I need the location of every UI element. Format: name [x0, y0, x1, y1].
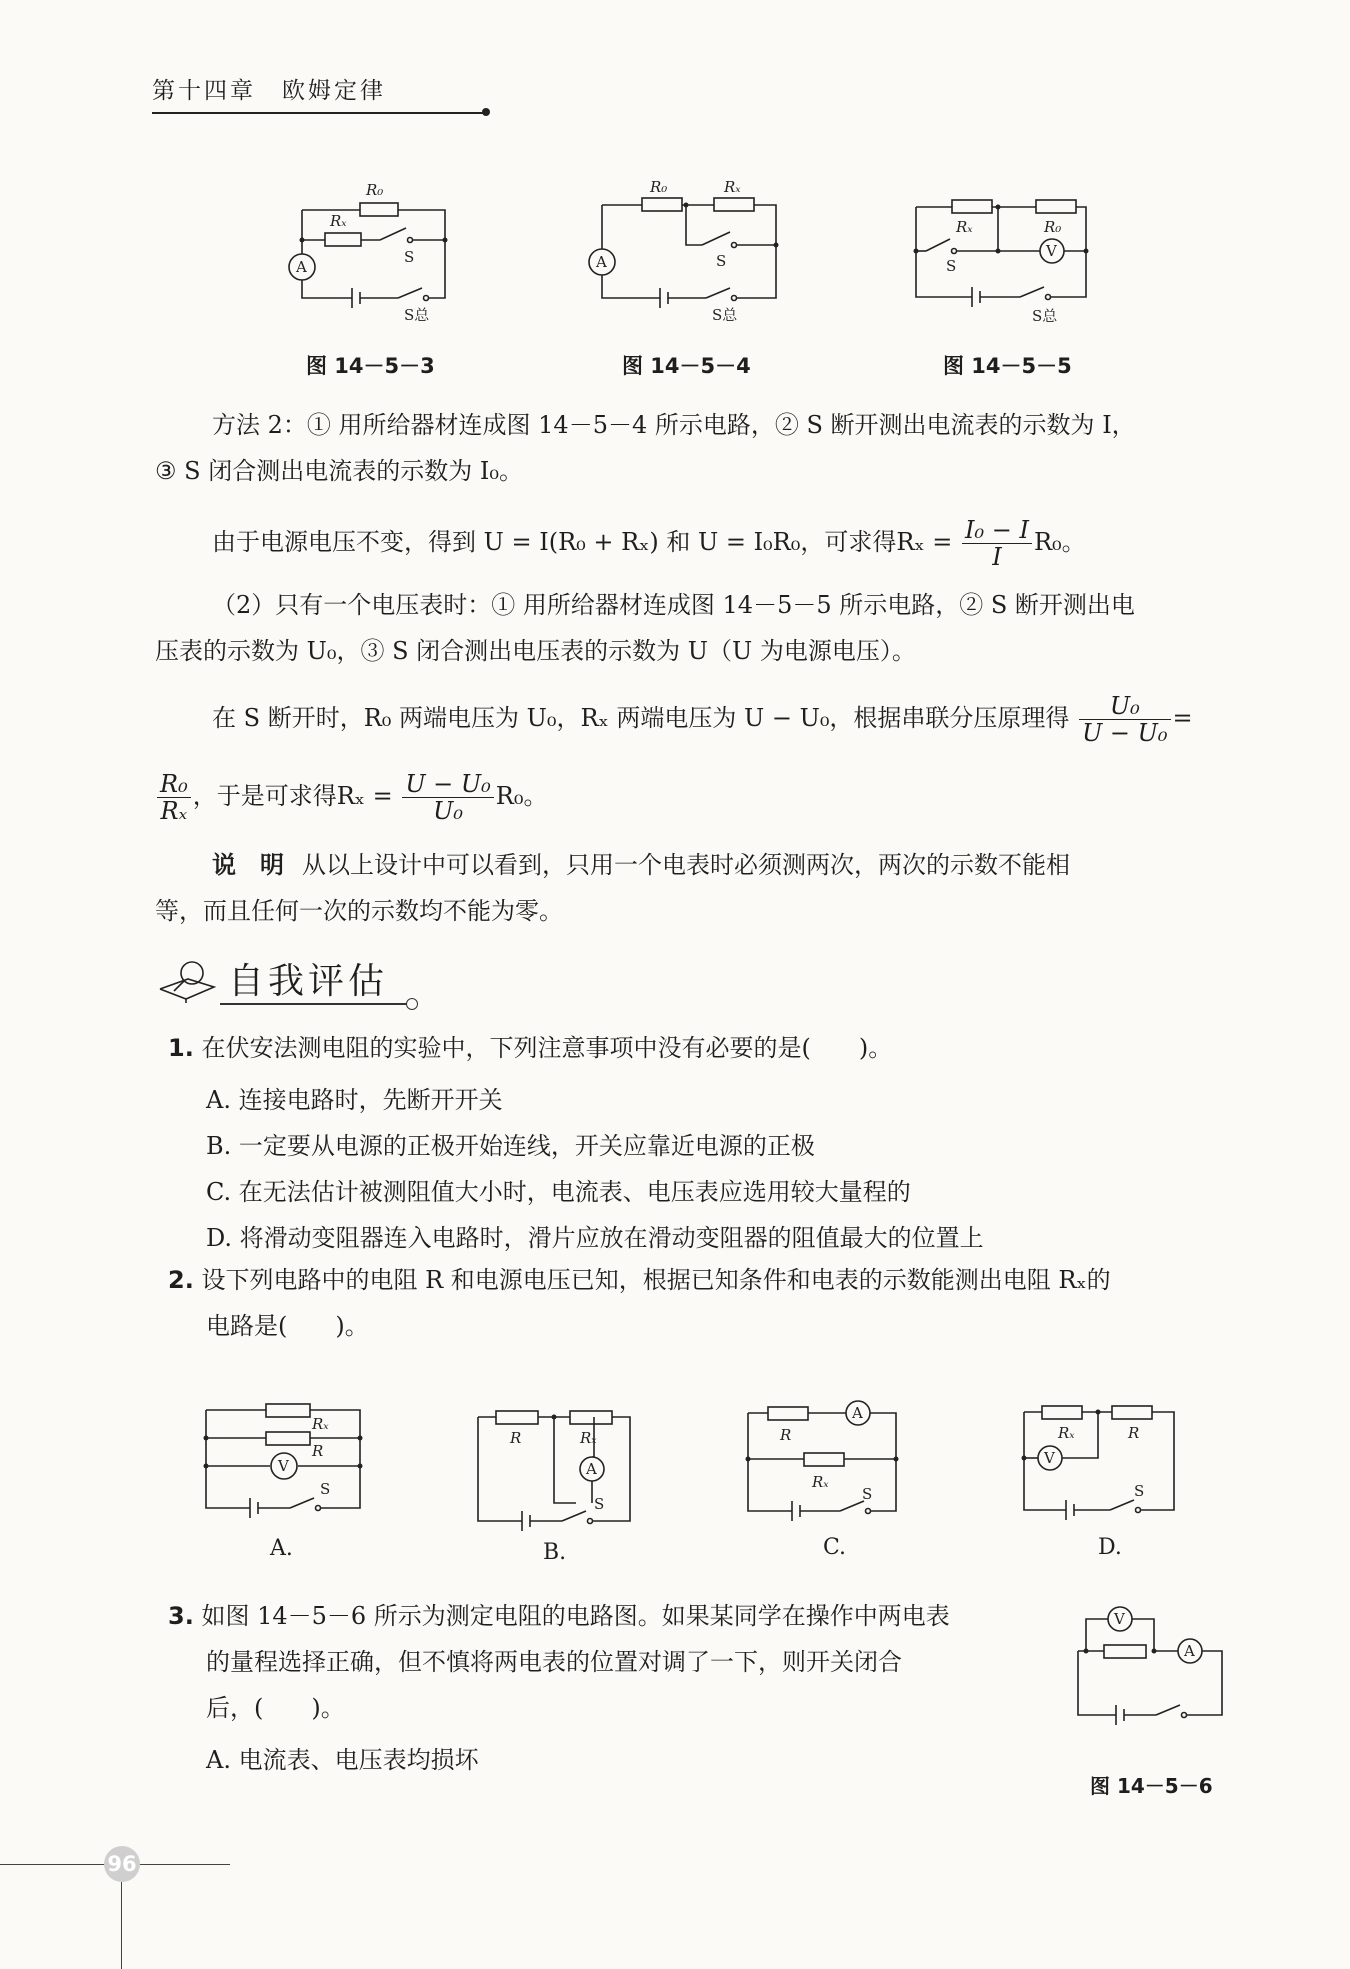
figure-14-5-5-caption: 图 14－5－5: [943, 354, 1072, 378]
question-3: [168, 1598, 950, 1634]
figure-14-5-6-circuit: [1070, 1605, 1230, 1735]
fraction-numerator: U₀: [1079, 693, 1170, 720]
method2-formula-text: 由于电源电压不变，得到 U = I(R₀ + Rₓ) 和 U = I₀R₀，可求得Rₓ =: [212, 528, 953, 556]
r-label: R: [1128, 1424, 1140, 1442]
magnifier-book-icon: [156, 955, 218, 1005]
switch-label: S: [716, 252, 727, 270]
q1-option-c: C. 在无法估计被测阻值大小时，电流表、电压表应选用较大量程的: [206, 1178, 911, 1206]
fraction-denominator: Rₓ: [160, 797, 188, 825]
ammeter-label: A: [852, 1404, 863, 1422]
switch-label: S: [320, 1480, 331, 1498]
part2-line1: （2）只有一个电压表时：① 用所给器材连成图 14－5－5 所示电路，② S 断开测出电: [212, 591, 1135, 619]
ammeter-label: A: [596, 253, 607, 271]
fraction-denominator: U₀: [433, 797, 463, 825]
header-rule-dot: [482, 108, 490, 116]
method2-line2: ③ S 闭合测出电流表的示数为 I₀。: [155, 457, 523, 485]
q2-label-a: A.: [270, 1536, 293, 1561]
section-rule: [220, 1003, 410, 1005]
question-stem: 如图 14－5－6 所示为测定电阻的电路图。如果某同学在操作中两电表: [201, 1602, 950, 1630]
question-number: 1.: [168, 1034, 194, 1062]
section-rule-dot: [406, 998, 418, 1010]
figure-14-5-4-circuit: [580, 170, 800, 330]
ammeter-label: A: [296, 258, 307, 276]
rx-label: Rₓ: [956, 218, 973, 236]
r-label: R: [312, 1442, 324, 1460]
rx-label: Rₓ: [580, 1429, 597, 1447]
question-2: [168, 1262, 1111, 1298]
q2-circuit-c: [740, 1395, 910, 1530]
question-2-stem-cont: 电路是( )。: [206, 1312, 369, 1340]
part2-formula-line1: [212, 688, 1193, 748]
switch-label: S: [594, 1495, 605, 1513]
figure-14-5-6-caption: 图 14－5－6: [1090, 1774, 1213, 1798]
note-line2: 等，而且任何一次的示数均不能为零。: [155, 897, 563, 925]
figure-14-5-3-caption: 图 14－5－3: [306, 354, 435, 378]
r-label: R: [510, 1429, 522, 1447]
method2-formula-end: R₀。: [1033, 528, 1086, 556]
chapter-header: 第十四章 欧姆定律: [152, 78, 386, 104]
fraction-denominator: I: [992, 543, 1002, 571]
section-title: 自我评估: [228, 961, 389, 1002]
fraction: [157, 771, 191, 824]
page-number: 96: [104, 1846, 140, 1882]
figure-14-5-3-circuit: [280, 170, 480, 330]
note-text: 从以上设计中可以看到，只用一个电表时必须测两次，两次的示数不能相: [302, 851, 1070, 879]
q1-option-d: D. 将滑动变阻器连入电路时，滑片应放在滑动变阻器的阻值最大的位置上: [206, 1224, 984, 1252]
r0-label: R₀: [650, 178, 668, 196]
q1-option-b: B. 一定要从电源的正极开始连线，开关应靠近电源的正极: [206, 1132, 815, 1160]
figure-14-5-4-caption: 图 14－5－4: [622, 354, 751, 378]
q1-option-a: A. 连接电路时，先断开开关: [206, 1086, 503, 1114]
fraction-numerator: R₀: [157, 771, 191, 798]
fraction: [962, 517, 1032, 570]
voltmeter-label: V: [278, 1457, 289, 1475]
page-number-vrule: [121, 1882, 122, 1969]
part2-line2: 压表的示数为 U₀，③ S 闭合测出电压表的示数为 U（U 为电源电压）。: [155, 637, 916, 665]
question-3-stem-line2: 的量程选择正确，但不慎将两电表的位置对调了一下，则开关闭合: [206, 1648, 902, 1676]
figure-14-5-5-circuit: [900, 185, 1100, 330]
fraction: [402, 771, 493, 824]
voltmeter-label: V: [1044, 1449, 1055, 1467]
q2-label-b: B.: [543, 1540, 567, 1565]
part2-formula-line2: [155, 766, 547, 826]
question-number: 3.: [168, 1602, 194, 1630]
main-switch-label: S总: [404, 306, 430, 324]
voltmeter-label: V: [1046, 242, 1057, 260]
rx-label: Rₓ: [812, 1473, 829, 1491]
question-3-stem-line3: 后，( )。: [206, 1694, 345, 1722]
question-stem: 设下列电路中的电阻 R 和电源电压已知，根据已知条件和电表的示数能测出电阻 Rₓ的: [201, 1266, 1111, 1294]
switch-label: S: [1134, 1482, 1145, 1500]
r0-label: R₀: [366, 181, 384, 199]
fraction-numerator: I₀ − I: [962, 517, 1032, 544]
q2-label-d: D.: [1098, 1535, 1122, 1560]
question-stem: 在伏安法测电阻的实验中，下列注意事项中没有必要的是( )。: [201, 1034, 893, 1062]
equals-sign: =: [1172, 704, 1193, 732]
question-1: [168, 1030, 892, 1066]
rx-label: Rₓ: [312, 1415, 329, 1433]
switch-label: S: [404, 248, 415, 266]
header-rule: [152, 112, 484, 114]
q2-circuit-a: [200, 1400, 370, 1530]
question-number: 2.: [168, 1266, 194, 1294]
q2-circuit-d: [1018, 1400, 1188, 1530]
r-label: R: [780, 1426, 792, 1444]
r0-label: R₀: [1044, 218, 1062, 236]
q2-circuit-b: [470, 1405, 640, 1535]
switch-label: S: [862, 1485, 873, 1503]
switch-label: S: [946, 257, 957, 275]
part2-line4-text: ，于是可求得Rₓ =: [192, 782, 393, 810]
method2-formula-line: [212, 512, 1086, 572]
voltmeter-label: V: [1114, 1610, 1125, 1628]
rx-label: Rₓ: [1058, 1424, 1075, 1442]
note-label: 说 明: [212, 851, 284, 879]
ammeter-label: A: [1184, 1642, 1195, 1660]
q2-label-c: C.: [823, 1535, 847, 1560]
part2-line4-end: R₀。: [495, 782, 548, 810]
method2-line1: 方法 2：① 用所给器材连成图 14－5－4 所示电路，② S 断开测出电流表的示数为 I，: [212, 411, 1136, 439]
rx-label: Rₓ: [330, 212, 347, 230]
fraction-denominator: U − U₀: [1082, 719, 1168, 747]
part2-line3-text: 在 S 断开时，R₀ 两端电压为 U₀，Rₓ 两端电压为 U − U₀，根据串联分压原理得: [212, 704, 1070, 732]
main-switch-label: S总: [712, 306, 738, 324]
ammeter-label: A: [586, 1460, 597, 1478]
q3-option-a: A. 电流表、电压表均损坏: [206, 1746, 479, 1774]
rx-label: Rₓ: [724, 178, 741, 196]
main-switch-label: S总: [1032, 307, 1058, 325]
fraction-numerator: U − U₀: [402, 771, 493, 798]
note-line1: [212, 842, 1070, 888]
fraction: [1079, 693, 1170, 746]
